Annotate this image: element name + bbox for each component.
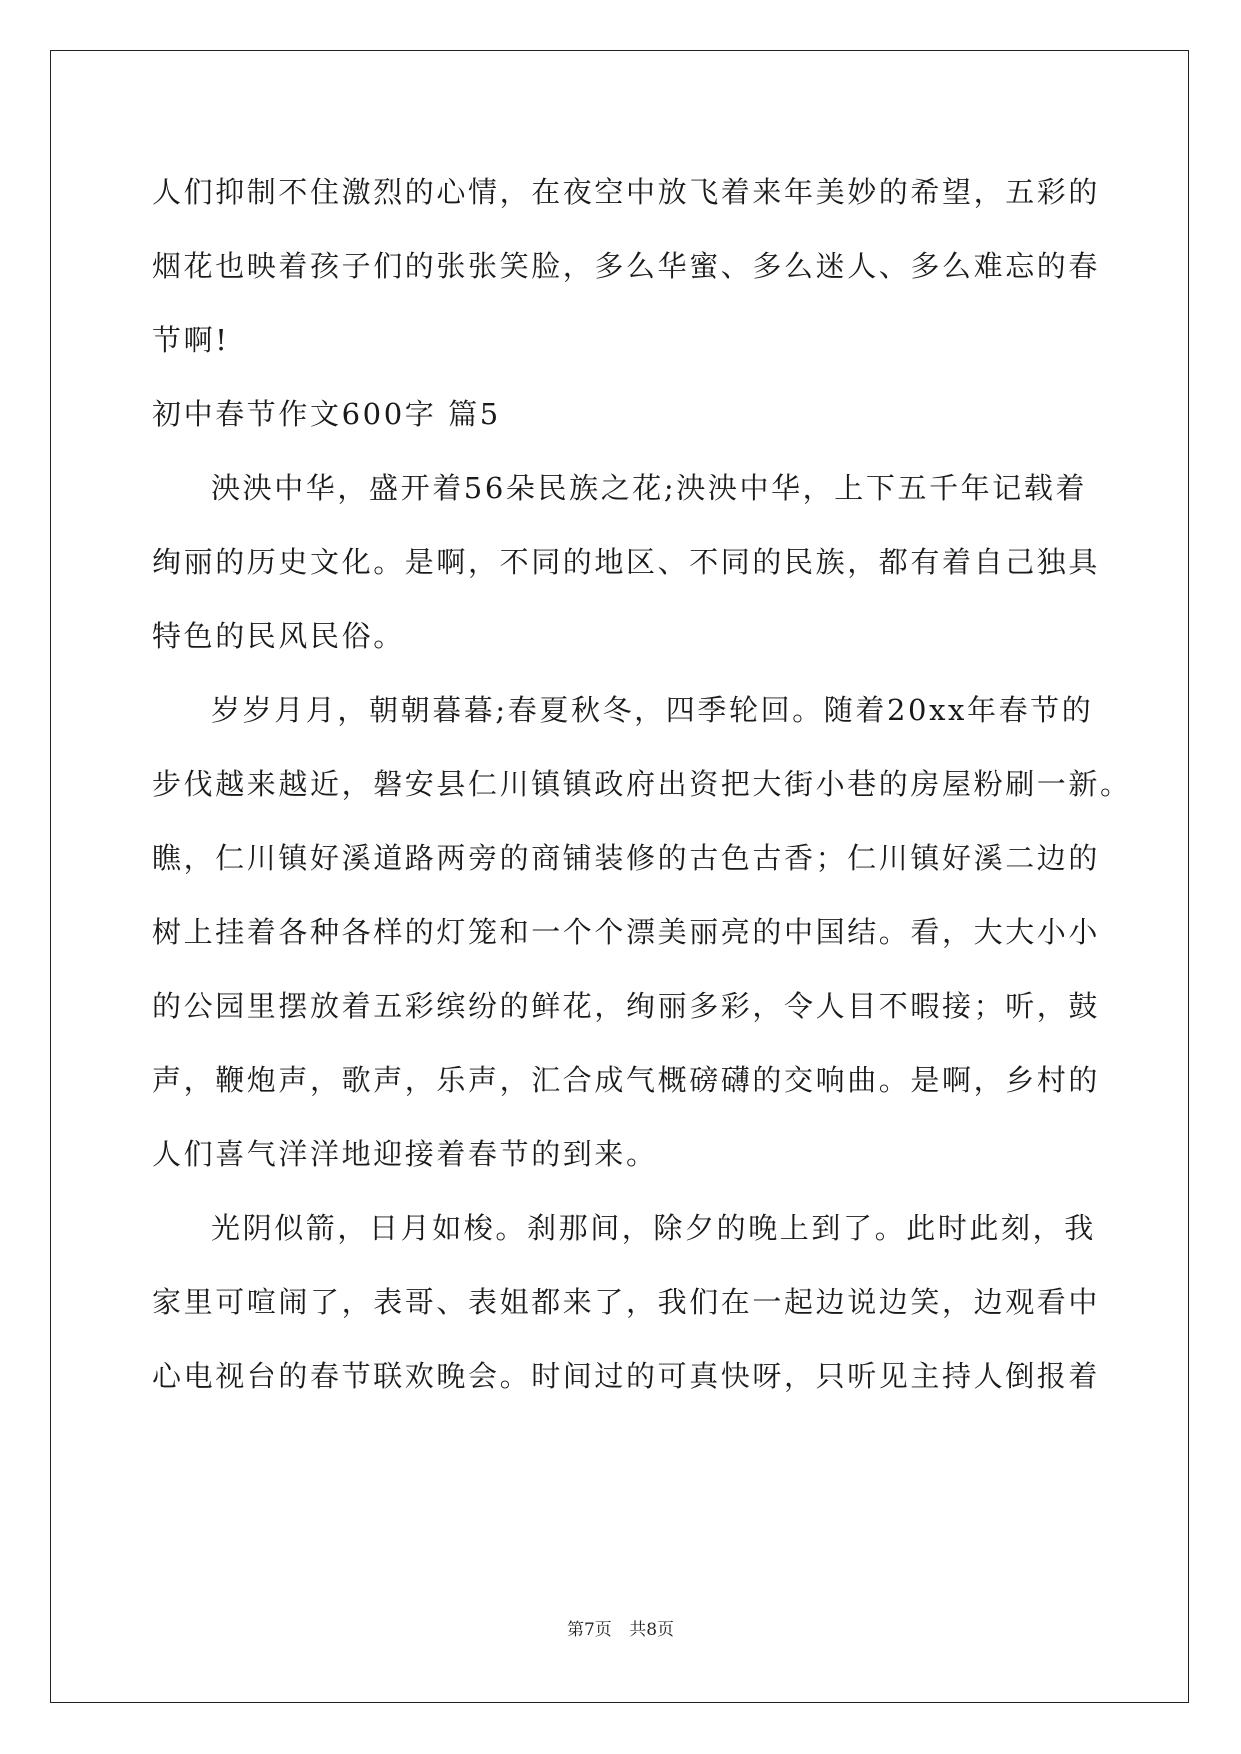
text-line: 特色的民风民俗。: [152, 619, 405, 653]
text-line: 烟花也映着孩子们的张张笑脸，多么华蜜、多么迷人、多么难忘的春: [152, 249, 1101, 283]
page-number-current: 第7页: [566, 1620, 612, 1640]
text-line: 家里可喧闹了，表哥、表姐都来了，我们在一起边说边笑，边观看中: [152, 1285, 1101, 1319]
text-line: 心电视台的春节联欢晚会。时间过的可真快呀，只听见主持人倒报着: [152, 1359, 1101, 1393]
paragraph-start: 泱泱中华，盛开着56朵民族之花;泱泱中华，上下五千年记载着: [211, 471, 1088, 505]
text-line: 瞧，仁川镇好溪道路两旁的商铺装修的古色古香；仁川镇好溪二边的: [152, 841, 1101, 875]
paragraph-start: 光阴似箭，日月如梭。刹那间，除夕的晚上到了。此时此刻，我: [211, 1211, 1096, 1245]
text-line: 人们喜气洋洋地迎接着春节的到来。: [152, 1137, 658, 1171]
text-line: 树上挂着各种各样的灯笼和一个个漂美丽亮的中国结。看，大大小小: [152, 915, 1101, 949]
text-line: 步伐越来越近，磐安县仁川镇镇政府出资把大街小巷的房屋粉刷一新。: [152, 767, 1132, 801]
text-line: 声，鞭炮声，歌声，乐声，汇合成气概磅礴的交响曲。是啊，乡村的: [152, 1063, 1101, 1097]
text-line: 节啊!: [152, 323, 230, 357]
section-heading: 初中春节作文600字 篇5: [152, 397, 501, 431]
text-line: 人们抑制不住激烈的心情，在夜空中放飞着来年美妙的希望，五彩的: [152, 175, 1101, 209]
page-footer: [0, 1618, 1241, 1642]
text-line: 的公园里摆放着五彩缤纷的鲜花，绚丽多彩，令人目不暇接；听，鼓: [152, 989, 1101, 1023]
text-line: 绚丽的历史文化。是啊，不同的地区、不同的民族，都有着自己独具: [152, 545, 1101, 579]
page-number-total: 共8页: [629, 1620, 675, 1640]
paragraph-start: 岁岁月月，朝朝暮暮;春夏秋冬，四季轮回。随着20xx年春节的: [211, 693, 1094, 727]
